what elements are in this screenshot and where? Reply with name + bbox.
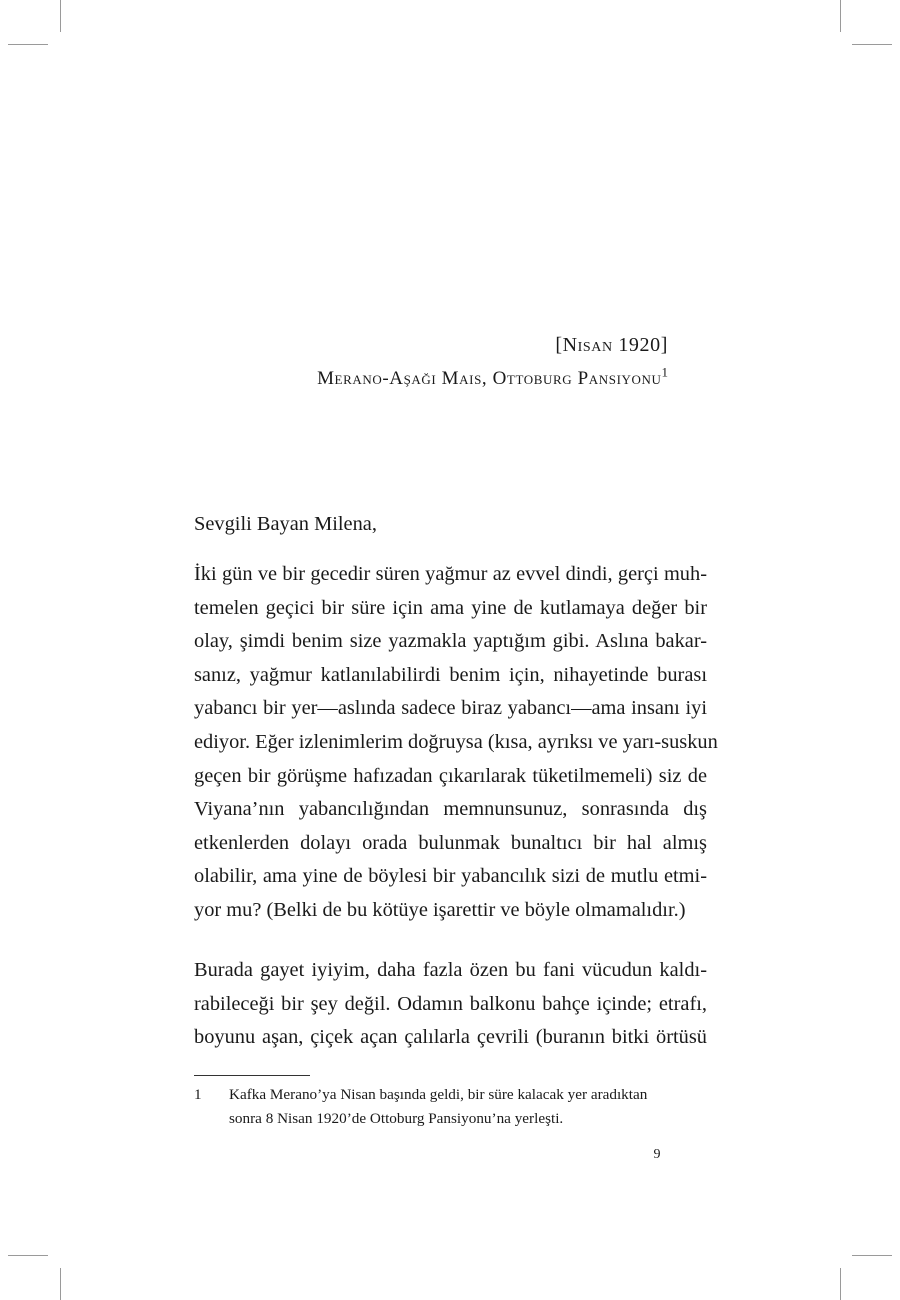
crop-mark-top-right-h xyxy=(852,44,892,45)
salutation: Sevgili Bayan Milena, xyxy=(194,513,377,535)
text-line: temelen geçici bir süre için ama yine de kutlamaya değer bir xyxy=(194,596,707,619)
page-number: 9 xyxy=(653,1147,661,1162)
text-line: İki gün ve bir gecedir süren yağmur az evvel dindi, gerçi muh- xyxy=(194,563,707,585)
text-line: rabileceği bir şey değil. Odamın balkonu bahçe içinde; etrafı, xyxy=(194,992,707,1015)
text-line: boyunu aşan, çiçek açan çalılarla çevrili (buranın bitki örtüsü xyxy=(194,1026,707,1049)
crop-mark-bottom-right xyxy=(840,1268,841,1300)
crop-mark-bottom-left xyxy=(60,1268,61,1300)
text-line: olabilir, ama yine de böylesi bir yabancılık sizi de mutlu etmi- xyxy=(194,865,707,888)
date-month: Nisan xyxy=(562,334,613,356)
footnote-line: Kafka Merano’ya Nisan başında geldi, bir süre kalacak yer aradıktan xyxy=(229,1086,648,1103)
letter-date xyxy=(555,334,668,357)
crop-mark-bottom-left-h xyxy=(8,1255,48,1256)
paragraph-2 xyxy=(194,954,707,1055)
footnote-text xyxy=(229,1083,707,1131)
letter-place xyxy=(317,364,668,390)
text-line: Viyana’nın yabancılığından memnunsunuz, sonrasında dış xyxy=(194,798,707,821)
crop-mark-top-left xyxy=(60,0,61,32)
text-line: etkenlerden dolayı orada bulunmak bunaltıcı bir hal almış xyxy=(194,831,707,854)
footnote-reference: 1 xyxy=(661,364,668,380)
text-line: yor mu? (Belki de bu kötüye işarettir ve böyle olmamalıdır.) xyxy=(194,898,686,921)
footnote-divider xyxy=(194,1075,310,1076)
crop-mark-bottom-right-h xyxy=(852,1255,892,1256)
text-line: Burada gayet iyiyim, daha fazla özen bu fani vücudun kaldı- xyxy=(194,959,707,981)
date-bracket: [ xyxy=(555,334,563,356)
text-line: geçen bir görüşme hafızadan çıkarılarak tüketilmemeli) siz de xyxy=(194,764,707,787)
date-year: 1920] xyxy=(612,334,668,356)
place-text: Merano-Aşağı Mais, Ottoburg Pansiyonu xyxy=(317,368,662,389)
footnote-line: sonra 8 Nisan 1920’de Ottoburg Pansiyonu’na yerleşti. xyxy=(229,1110,564,1127)
text-line: olay, şimdi benim size yazmakla yaptığım gibi. Aslına bakar- xyxy=(194,630,707,653)
text-line: ediyor. Eğer izlenimlerim doğruysa (kısa, ayrıksı ve yarı-suskun xyxy=(194,730,718,753)
footnote xyxy=(194,1083,707,1131)
crop-mark-top-left-h xyxy=(8,44,48,45)
crop-mark-top-right xyxy=(840,0,841,32)
footnote-number: 1 xyxy=(194,1086,202,1103)
text-line: yabancı bir yer—aslında sadece biraz yabancı—ama insanı iyi xyxy=(194,697,707,720)
paragraph-1 xyxy=(194,558,718,928)
text-line: sanız, yağmur katlanılabilirdi benim için, nihayetinde burası xyxy=(194,663,707,686)
